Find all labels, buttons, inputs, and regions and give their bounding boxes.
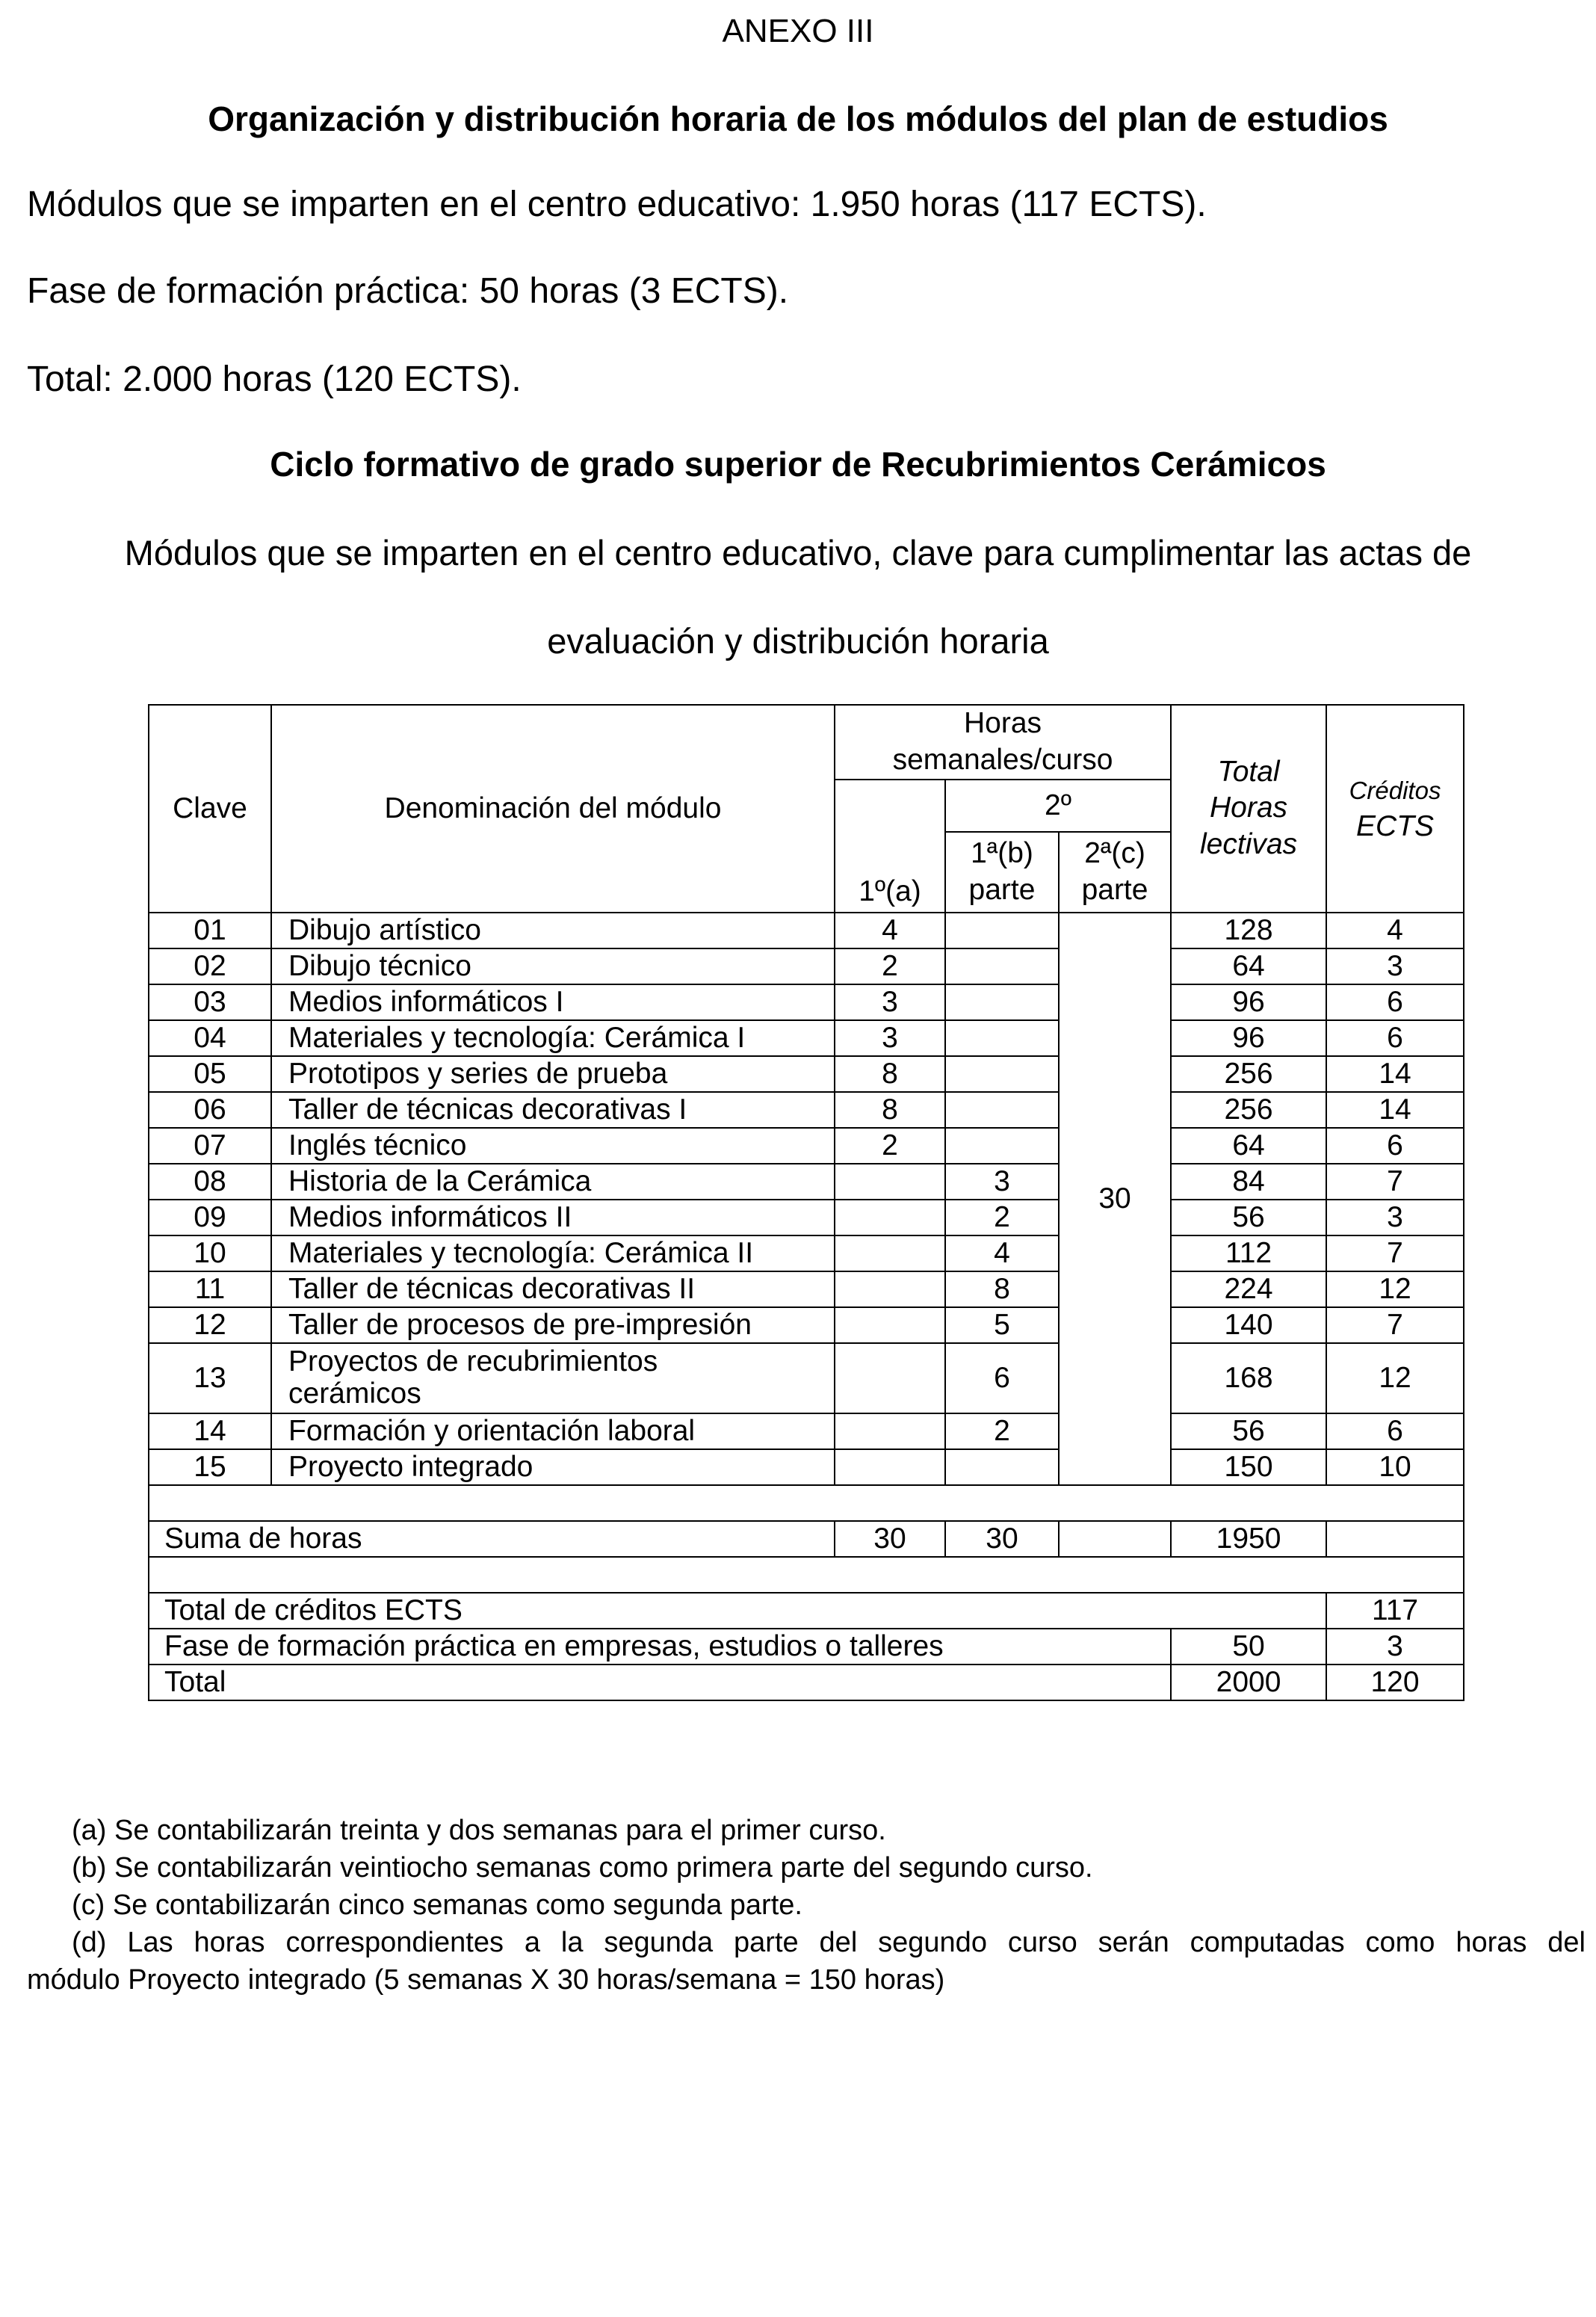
row-nombre: Formación y orientación laboral: [271, 1413, 835, 1449]
row-nombre: Medios informáticos I: [271, 984, 835, 1020]
row-ects: 14: [1326, 1092, 1464, 1128]
row-primero: 3: [835, 984, 945, 1020]
header-total-l2: Horas: [1210, 792, 1288, 824]
header-denominacion: Denominación del módulo: [271, 705, 835, 913]
row-primero: 4: [835, 913, 945, 948]
row-total: 56: [1171, 1200, 1326, 1235]
row-clave: 08: [149, 1164, 271, 1200]
row-primero: [835, 1235, 945, 1271]
row-nombre: Inglés técnico: [271, 1128, 835, 1164]
row-primera-parte: [945, 1056, 1059, 1092]
row-total: 96: [1171, 984, 1326, 1020]
row-nombre-line1: Proyectos de recubrimientos: [288, 1345, 658, 1377]
table-row: [149, 1343, 1464, 1413]
row-ects: 12: [1326, 1343, 1464, 1413]
summary-total: Total: 2.000 horas (120 ECTS).: [27, 360, 522, 399]
header-creditos-l2: ECTS: [1356, 809, 1435, 842]
row-clave: 12: [149, 1307, 271, 1343]
header-segunda-parte-l1: 2ª(c): [1084, 836, 1145, 869]
row-clave: 01: [149, 913, 271, 948]
row-nombre: Materiales y tecnología: Cerámica II: [271, 1235, 835, 1271]
header-horas-line2: semanales/curso: [892, 743, 1113, 776]
row-total: 64: [1171, 1128, 1326, 1164]
row-nombre: Prototipos y series de prueba: [271, 1056, 835, 1092]
row-primera-parte: 5: [945, 1307, 1059, 1343]
row-primera-parte: 3: [945, 1164, 1059, 1200]
table-row: [149, 1128, 1464, 1164]
grand-total-row: [149, 1665, 1464, 1700]
row-nombre: Historia de la Cerámica: [271, 1164, 835, 1200]
row-nombre-line2: cerámicos: [288, 1377, 421, 1410]
header-horas-semanales: [835, 705, 1171, 780]
fase-total: 50: [1171, 1629, 1326, 1665]
row-total: 112: [1171, 1235, 1326, 1271]
spacer-cell: [149, 1557, 1464, 1593]
row-clave: 09: [149, 1200, 271, 1235]
segunda-parte-merged: 30: [1059, 913, 1171, 1485]
row-clave: 11: [149, 1271, 271, 1307]
table-row: [149, 1164, 1464, 1200]
row-primera-parte: [945, 1092, 1059, 1128]
row-primero: 3: [835, 1020, 945, 1056]
header-primera-parte-l2: parte: [968, 873, 1036, 906]
row-primera-parte: [945, 948, 1059, 984]
row-nombre: Taller de técnicas decorativas II: [271, 1271, 835, 1307]
table-row: [149, 1449, 1464, 1485]
row-nombre: Medios informáticos II: [271, 1200, 835, 1235]
row-clave: 02: [149, 948, 271, 984]
footnotes: [27, 1812, 1586, 1999]
row-clave: 15: [149, 1449, 271, 1485]
row-ects: 6: [1326, 1020, 1464, 1056]
row-ects: 14: [1326, 1056, 1464, 1092]
row-nombre: Taller de procesos de pre-impresión: [271, 1307, 835, 1343]
total-creditos-row: [149, 1593, 1464, 1629]
table-subtitle-line1: Módulos que se imparten en el centro educativo, clave para cumplimentar las actas de: [124, 533, 1472, 573]
modules-table: [148, 704, 1464, 1701]
suma-label: Suma de horas: [149, 1521, 835, 1557]
row-nombre: Dibujo técnico: [271, 948, 835, 984]
row-nombre: Dibujo artístico: [271, 913, 835, 948]
spacer-row: [149, 1557, 1464, 1593]
row-ects: 12: [1326, 1271, 1464, 1307]
footnote-b: (b) Se contabilizarán veintiocho semanas como primera parte del segundo curso.: [72, 1852, 1093, 1883]
row-primero: 8: [835, 1092, 945, 1128]
annex-title: ANEXO III: [722, 13, 874, 49]
table-row: [149, 1307, 1464, 1343]
row-ects: 7: [1326, 1307, 1464, 1343]
row-primero: [835, 1307, 945, 1343]
row-nombre: Materiales y tecnología: Cerámica I: [271, 1020, 835, 1056]
row-primero: [835, 1271, 945, 1307]
row-ects: 6: [1326, 1413, 1464, 1449]
header-clave: Clave: [149, 705, 271, 913]
summary-centro: Módulos que se imparten en el centro educativo: 1.950 horas (117 ECTS).: [27, 185, 1207, 224]
row-primera-parte: 2: [945, 1200, 1059, 1235]
row-primera-parte: 6: [945, 1343, 1059, 1413]
row-primera-parte: 8: [945, 1271, 1059, 1307]
suma-primero: 30: [835, 1521, 945, 1557]
row-primero: 2: [835, 1128, 945, 1164]
row-primera-parte: [945, 1128, 1059, 1164]
footnote-a: (a) Se contabilizarán treinta y dos semanas para el primer curso.: [72, 1815, 886, 1846]
row-total: 150: [1171, 1449, 1326, 1485]
row-ects: 3: [1326, 1200, 1464, 1235]
header-primera-parte-l1: 1ª(b): [971, 836, 1033, 869]
header-total-l3: lectivas: [1200, 828, 1298, 861]
row-primera-parte: [945, 913, 1059, 948]
row-total: 256: [1171, 1092, 1326, 1128]
row-clave: 03: [149, 984, 271, 1020]
row-total: 96: [1171, 1020, 1326, 1056]
header-creditos: [1326, 705, 1464, 913]
row-ects: 6: [1326, 984, 1464, 1020]
row-primera-parte: [945, 984, 1059, 1020]
row-clave: 06: [149, 1092, 271, 1128]
table-subtitle-line2: evaluación y distribución horaria: [547, 621, 1049, 661]
suma-ects: [1326, 1521, 1464, 1557]
header-row-1: [149, 705, 1464, 780]
table-row: [149, 913, 1464, 948]
row-clave: 10: [149, 1235, 271, 1271]
row-primero: 8: [835, 1056, 945, 1092]
table-row: [149, 1092, 1464, 1128]
row-primera-parte: [945, 1020, 1059, 1056]
header-segundo: 2º: [945, 780, 1171, 832]
grand-total-label: Total: [149, 1665, 1171, 1700]
header-total-l1: Total: [1217, 755, 1280, 788]
row-primero: [835, 1343, 945, 1413]
row-ects: 6: [1326, 1128, 1464, 1164]
row-ects: 3: [1326, 948, 1464, 984]
spacer-row: [149, 1485, 1464, 1521]
row-ects: 7: [1326, 1235, 1464, 1271]
header-segunda-parte: [1059, 832, 1171, 913]
header-creditos-l1: Créditos: [1349, 777, 1441, 804]
table-row: [149, 1413, 1464, 1449]
footnote-c: (c) Se contabilizarán cinco semanas como segunda parte.: [72, 1889, 802, 1921]
row-total: 64: [1171, 948, 1326, 984]
row-total: 84: [1171, 1164, 1326, 1200]
row-clave: 14: [149, 1413, 271, 1449]
row-total: 224: [1171, 1271, 1326, 1307]
table-row: [149, 948, 1464, 984]
row-clave: 04: [149, 1020, 271, 1056]
row-clave: 07: [149, 1128, 271, 1164]
row-total: 168: [1171, 1343, 1326, 1413]
header-horas-line1: Horas: [963, 707, 1042, 739]
row-ects: 10: [1326, 1449, 1464, 1485]
table-row: [149, 1020, 1464, 1056]
row-primero: [835, 1200, 945, 1235]
row-primero: [835, 1449, 945, 1485]
document-heading: Organización y distribución horaria de los módulos del plan de estudios: [208, 99, 1388, 138]
row-clave: 05: [149, 1056, 271, 1092]
row-primera-parte: 4: [945, 1235, 1059, 1271]
row-nombre: Proyecto integrado: [271, 1449, 835, 1485]
row-primero: [835, 1164, 945, 1200]
total-creditos-value: 117: [1326, 1593, 1464, 1629]
suma-segunda-parte: [1059, 1521, 1171, 1557]
row-nombre: [271, 1343, 835, 1413]
grand-total-hours: 2000: [1171, 1665, 1326, 1700]
row-primera-parte: [945, 1449, 1059, 1485]
suma-row: [149, 1521, 1464, 1557]
fase-ects: 3: [1326, 1629, 1464, 1665]
fase-row: [149, 1629, 1464, 1665]
footnote-d-line2: módulo Proyecto integrado (5 semanas X 30 horas/semana = 150 horas): [27, 1964, 945, 1996]
suma-primera-parte: 30: [945, 1521, 1059, 1557]
header-primero: 1º(a): [835, 780, 945, 913]
summary-fase: Fase de formación práctica: 50 horas (3 ECTS).: [27, 271, 789, 311]
row-total: 128: [1171, 913, 1326, 948]
table-row: [149, 1235, 1464, 1271]
header-total-horas: [1171, 705, 1326, 913]
suma-total: 1950: [1171, 1521, 1326, 1557]
header-segunda-parte-l2: parte: [1081, 873, 1148, 906]
cycle-title: Ciclo formativo de grado superior de Recubrimientos Cerámicos: [270, 445, 1326, 484]
table-row: [149, 1271, 1464, 1307]
row-total: 56: [1171, 1413, 1326, 1449]
table-row: [149, 1200, 1464, 1235]
row-total: 140: [1171, 1307, 1326, 1343]
grand-total-ects: 120: [1326, 1665, 1464, 1700]
table-row: [149, 984, 1464, 1020]
row-primero: 2: [835, 948, 945, 984]
spacer-cell: [149, 1485, 1464, 1521]
table-row: [149, 1056, 1464, 1092]
row-clave: 13: [149, 1343, 271, 1413]
row-ects: 7: [1326, 1164, 1464, 1200]
row-total: 256: [1171, 1056, 1326, 1092]
row-primero: [835, 1413, 945, 1449]
header-primera-parte: [945, 832, 1059, 913]
row-nombre: Taller de técnicas decorativas I: [271, 1092, 835, 1128]
footnote-d-line1: (d) Las horas correspondientes a la segunda parte del segundo curso serán computadas como horas del: [72, 1927, 1586, 1958]
total-creditos-label: Total de créditos ECTS: [149, 1593, 1326, 1629]
row-ects: 4: [1326, 913, 1464, 948]
fase-label: Fase de formación práctica en empresas, estudios o talleres: [149, 1629, 1171, 1665]
row-primera-parte: 2: [945, 1413, 1059, 1449]
